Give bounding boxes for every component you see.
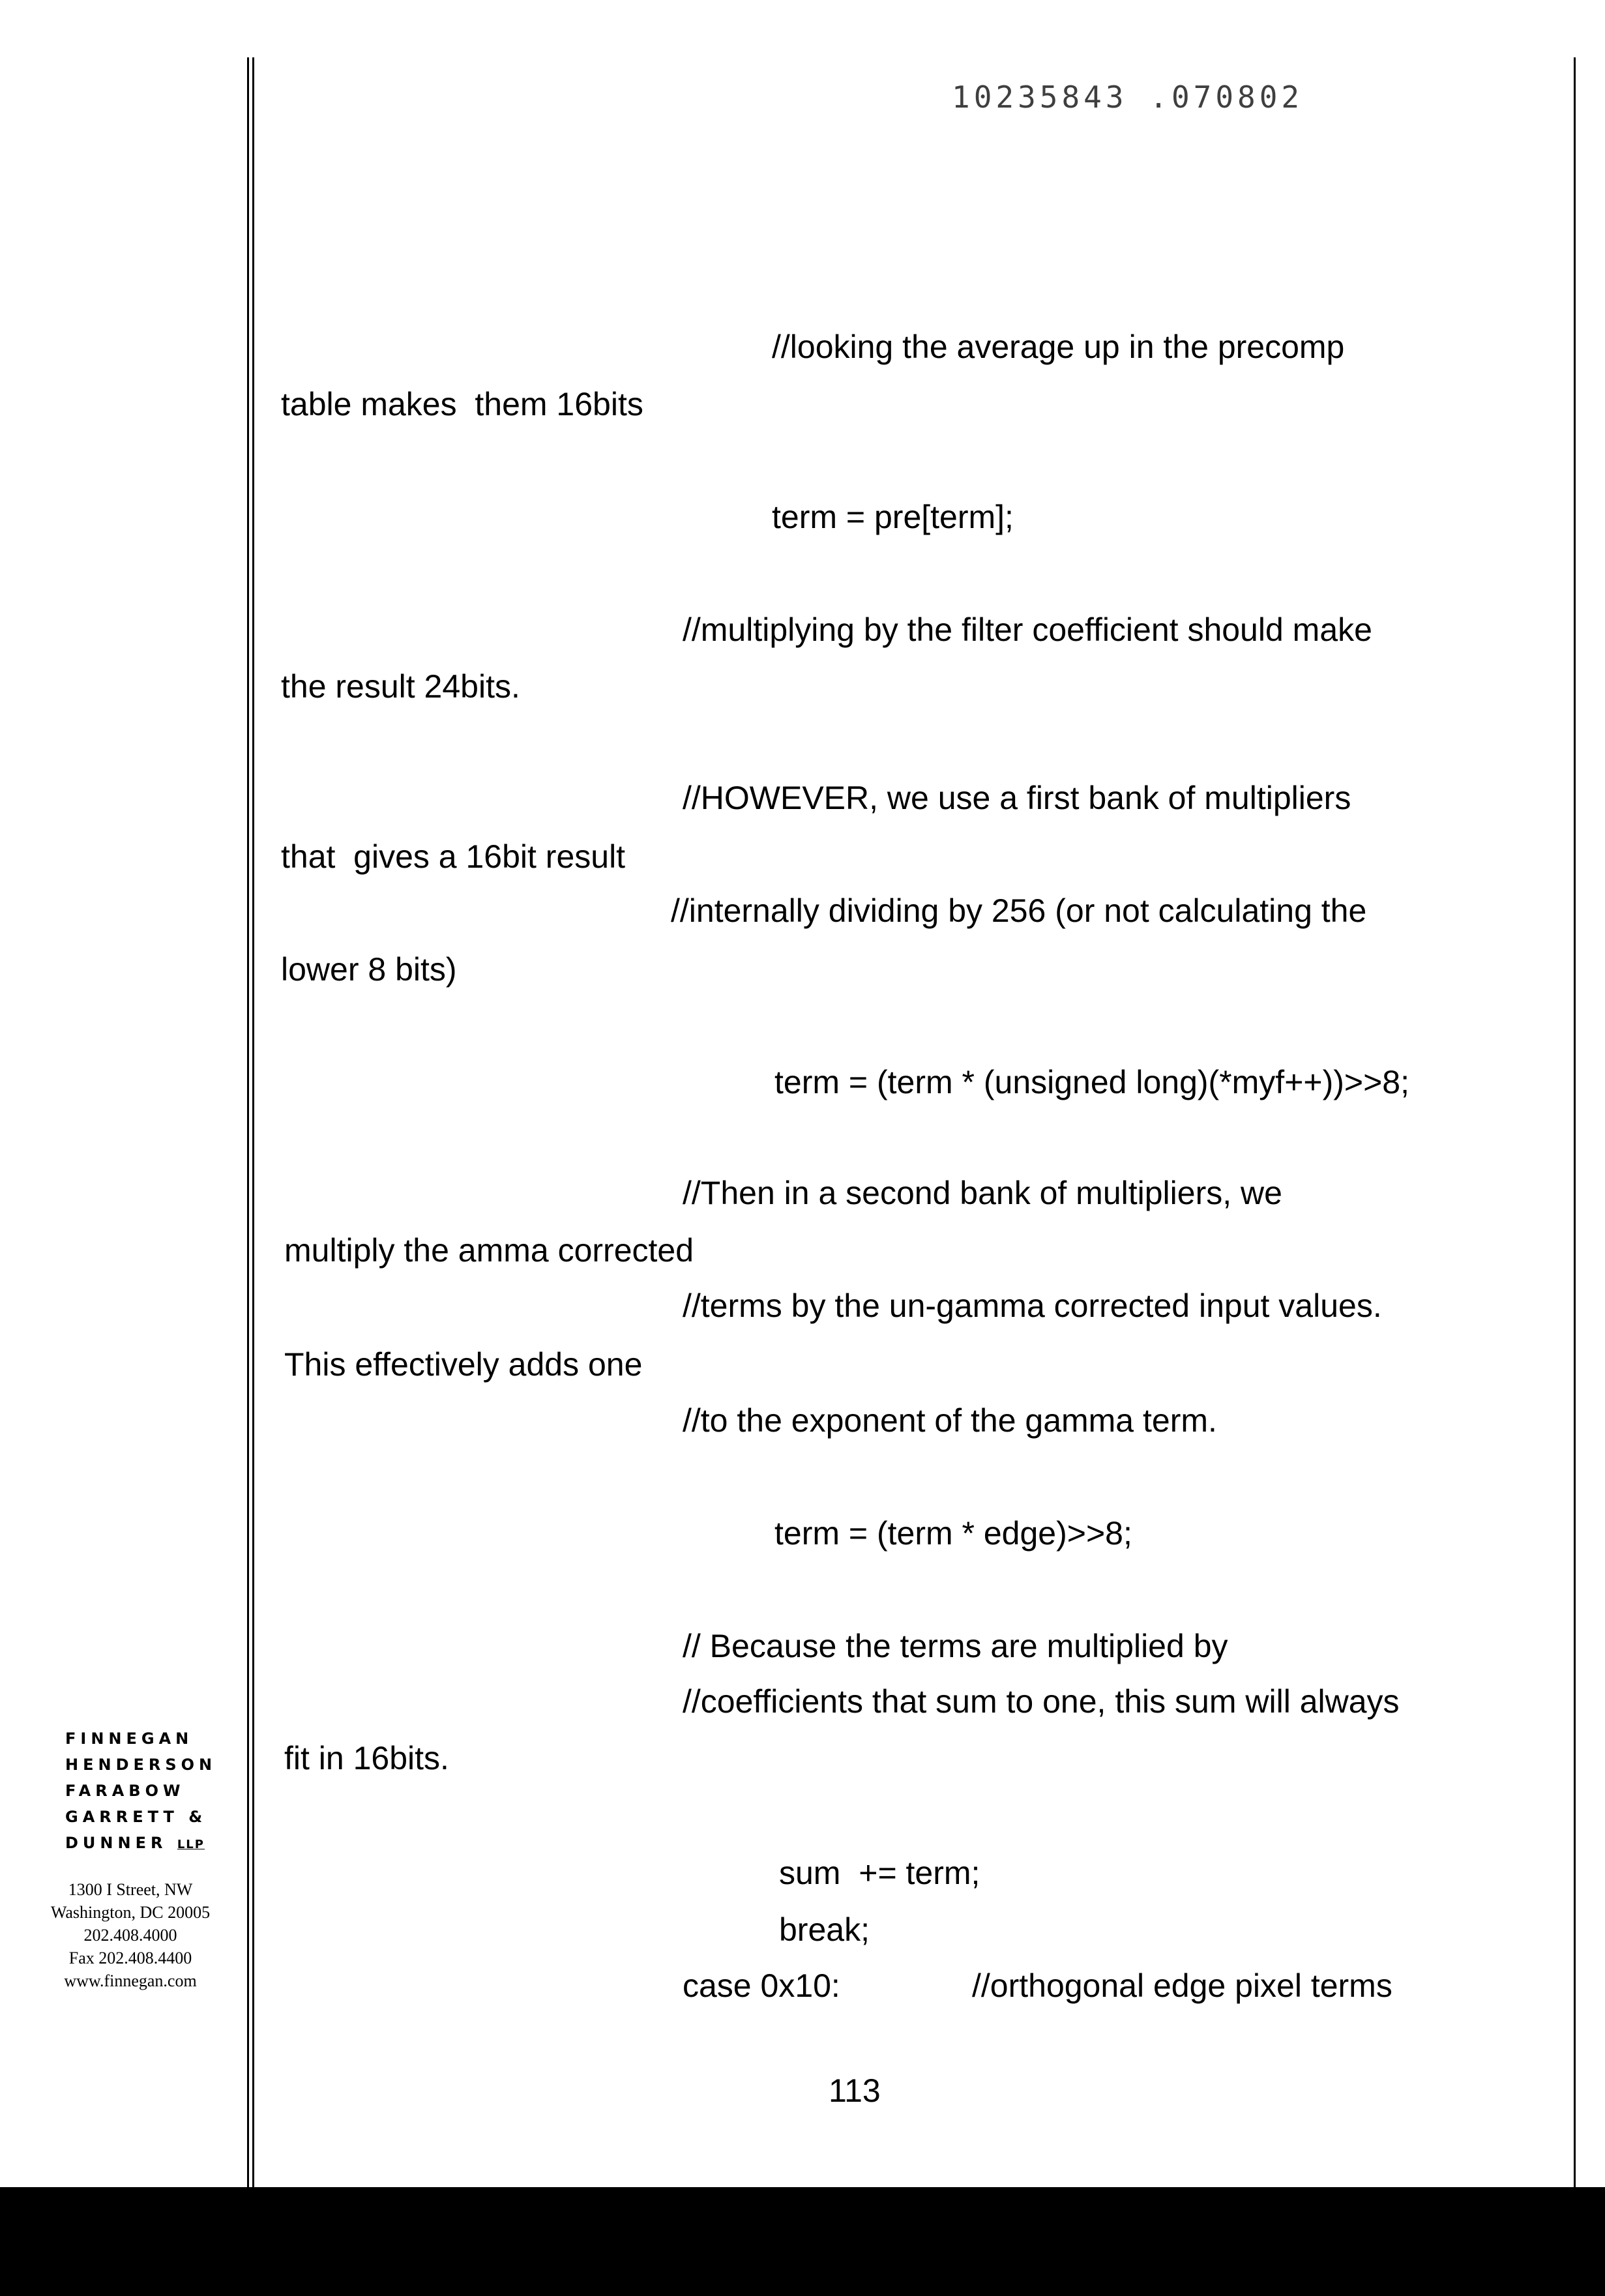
left-margin-rule-inner (252, 57, 254, 2189)
firm-name-line: FINNEGAN (65, 1729, 194, 1748)
comment-continuation: multiply the amma corrected (284, 1232, 694, 1269)
firm-address-line: Washington, DC 20005 (50, 1903, 211, 1922)
firm-llp-suffix: LLP (177, 1838, 205, 1851)
scan-border (0, 2187, 1605, 2296)
comment-line: //Then in a second bank of multipliers, we (683, 1175, 1282, 1211)
comment-line: //HOWEVER, we use a first bank of multipliers (683, 780, 1351, 816)
code-line: term = pre[term]; (772, 499, 1014, 535)
comment-line: //orthogonal edge pixel terms (972, 1967, 1392, 2004)
document-number: 10235843 .070802 (952, 80, 1304, 115)
firm-name-line: FARABOW (65, 1782, 185, 1800)
comment-line: //multiplying by the filter coefficient should make (683, 611, 1372, 648)
comment-continuation: table makes them 16bits (281, 386, 643, 422)
comment-continuation: lower 8 bits) (281, 951, 457, 988)
firm-name-line (65, 1830, 205, 1858)
comment-continuation: that gives a 16bit result (281, 838, 626, 875)
comment-line: //coefficients that sum to one, this sum will always (683, 1683, 1400, 1720)
code-line: term = (term * edge)>>8; (774, 1515, 1132, 1552)
firm-address-line: 1300 I Street, NW (68, 1880, 193, 1899)
firm-name-line: HENDERSON (65, 1756, 217, 1774)
firm-website: www.finnegan.com (64, 1971, 197, 1990)
code-line: sum += term; (779, 1855, 980, 1891)
comment-line: // Because the terms are multiplied by (683, 1628, 1228, 1664)
comment-continuation: fit in 16bits. (284, 1740, 449, 1776)
comment-line: //looking the average up in the precomp (772, 329, 1345, 365)
firm-address-line: 202.408.4000 (83, 1926, 177, 1945)
firm-name-line: GARRETT & (65, 1808, 207, 1826)
comment-line: //to the exponent of the gamma term. (683, 1402, 1217, 1439)
comment-continuation: This effectively adds one (284, 1346, 643, 1383)
code-line: term = (term * (unsigned long)(*myf++))>>8; (774, 1064, 1409, 1100)
code-line-case: case 0x10: (683, 1967, 840, 2004)
left-margin-rule-outer (247, 57, 249, 2189)
comment-line: //internally dividing by 256 (or not calculating the (671, 892, 1367, 929)
comment-continuation: the result 24bits. (281, 668, 520, 705)
code-line: break; (779, 1911, 870, 1948)
page-number: 113 (829, 2072, 881, 2109)
comment-line: //terms by the un-gamma corrected input values. (683, 1288, 1382, 1324)
firm-name-last: DUNNER (65, 1834, 168, 1852)
firm-address-line: Fax 202.408.4400 (68, 1949, 192, 1967)
right-margin-rule (1574, 57, 1576, 2189)
